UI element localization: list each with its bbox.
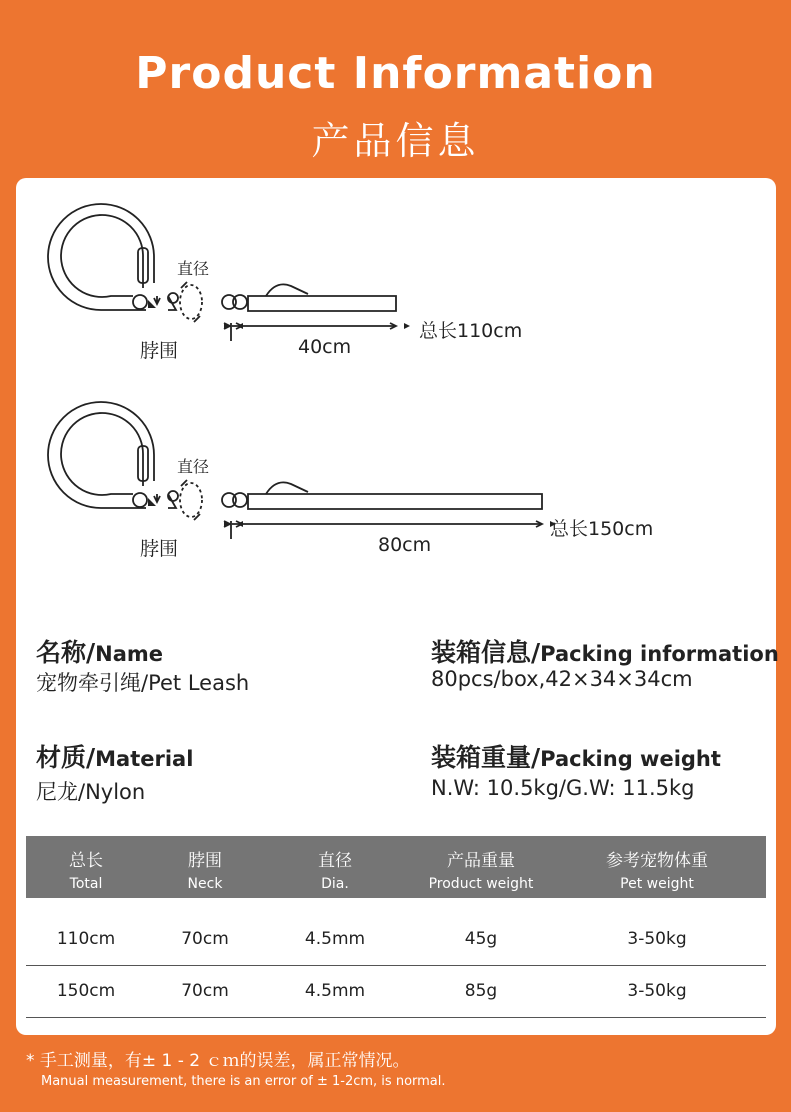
neck-label-1: 脖围 (140, 340, 179, 362)
material-label-cn: 材质/ (36, 743, 96, 772)
header-total-en: Total (69, 876, 103, 892)
cell-product-weight: 45g (464, 929, 498, 949)
footnote-en: Manual measurement, there is an error of ± 1-2cm, is normal. (41, 1074, 446, 1089)
total-label-2: 总长150cm (550, 518, 654, 540)
cell-product-weight: 85g (464, 981, 498, 1001)
page-title: Product Information (135, 48, 656, 99)
header-dia-cn: 直径 (318, 851, 352, 871)
header-neck-cn: 脖围 (188, 851, 222, 871)
weight-heading (431, 738, 721, 774)
weight-label-cn: 装箱重量/ (431, 743, 541, 772)
cell-neck: 70cm (181, 981, 229, 1001)
material-label-en: Material (95, 747, 194, 771)
cell-total: 150cm (56, 981, 116, 1001)
table-row (26, 965, 766, 1018)
neck-label-2: 脖围 (140, 538, 179, 560)
header-pet-weight-en: Pet weight (620, 876, 694, 892)
header-total-cn: 总长 (69, 851, 103, 871)
page-subtitle: 产品信息 (311, 119, 480, 163)
length-label-2: 80cm (378, 534, 432, 556)
name-label-en: Name (95, 642, 164, 666)
header-product-weight-cn: 产品重量 (447, 851, 515, 871)
cell-total: 110cm (56, 929, 116, 949)
name-label-cn: 名称/ (36, 638, 96, 667)
header-dia (264, 836, 406, 898)
packing-label-en: Packing information (540, 642, 779, 666)
material-heading (36, 738, 193, 774)
footnote-cn: * 手工测量，有± 1 - 2 ｃｍ的误差，属正常情况。 (26, 1051, 410, 1071)
cell-pet-weight: 3-50kg (627, 981, 687, 1001)
cell-dia: 4.5mm (304, 981, 366, 1001)
packing-heading (431, 633, 779, 669)
diameter-label-2: 直径 (177, 457, 210, 476)
header-dia-en: Dia. (321, 876, 349, 892)
table-row (26, 913, 766, 966)
header-total (26, 836, 146, 898)
weight-label-en: Packing weight (540, 747, 721, 771)
cell-pet-weight: 3-50kg (627, 929, 687, 949)
header-product-weight (406, 836, 556, 898)
name-value: 宠物牵引绳/Pet Leash (36, 671, 250, 695)
name-heading (36, 633, 163, 669)
header-product-weight-en: Product weight (428, 876, 534, 892)
leash-diagram-1 (16, 178, 776, 378)
header-neck (146, 836, 264, 898)
material-value: 尼龙/Nylon (36, 780, 146, 804)
length-label-1: 40cm (298, 336, 352, 358)
header-pet-weight (556, 836, 758, 898)
packing-value: 80pcs/box,42×34×34cm (431, 667, 693, 691)
info-card (16, 178, 779, 1035)
header-neck-en: Neck (187, 876, 223, 892)
header-pet-weight-cn: 参考宠物体重 (606, 851, 708, 871)
cell-neck: 70cm (181, 929, 229, 949)
diameter-label-1: 直径 (177, 259, 210, 278)
cell-dia: 4.5mm (304, 929, 366, 949)
weight-value: N.W: 10.5kg/G.W: 11.5kg (431, 776, 695, 800)
packing-label-cn: 装箱信息/ (431, 638, 541, 667)
spec-table-header (26, 836, 766, 898)
total-label-1: 总长110cm (419, 320, 523, 342)
